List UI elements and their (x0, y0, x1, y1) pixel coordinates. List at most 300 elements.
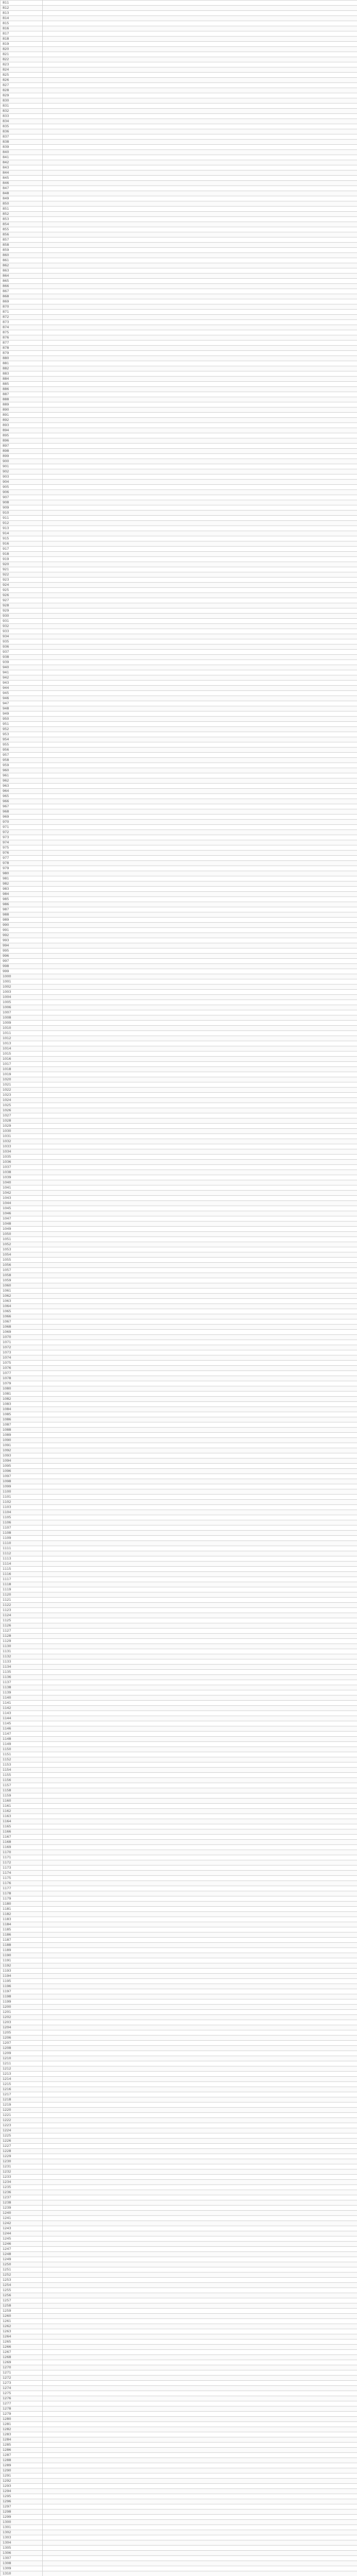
company-name (43, 974, 357, 979)
table-row (1, 2195, 357, 2200)
row-number: 1256 (1, 2293, 43, 2298)
table-row (1, 1582, 357, 1587)
row-number: 1280 (1, 2417, 43, 2422)
company-name (43, 1433, 357, 1438)
company-name (43, 830, 357, 835)
table-row (1, 1, 357, 6)
row-number: 933 (1, 629, 43, 634)
table-row (1, 1855, 357, 1860)
row-number: 1038 (1, 1170, 43, 1175)
table-row (1, 572, 357, 578)
row-number: 984 (1, 892, 43, 897)
table-row (1, 104, 357, 109)
row-number: 1049 (1, 1227, 43, 1232)
table-row (1, 1969, 357, 1974)
row-number: 860 (1, 253, 43, 258)
table-row (1, 1757, 357, 1762)
company-name (43, 526, 357, 531)
company-name (43, 1860, 357, 1866)
row-number: 995 (1, 948, 43, 954)
row-number: 827 (1, 83, 43, 88)
row-number: 831 (1, 104, 43, 109)
table-row (1, 1551, 357, 1556)
company-name (43, 2417, 357, 2422)
table-row (1, 1397, 357, 1402)
company-name (43, 1129, 357, 1134)
company-name (43, 773, 357, 778)
company-name (43, 1809, 357, 1814)
company-name (43, 356, 357, 361)
table-row (1, 1778, 357, 1783)
table-row (1, 1809, 357, 1814)
table-row (1, 500, 357, 505)
table-row (1, 959, 357, 964)
company-name (43, 2499, 357, 2504)
table-row (1, 547, 357, 552)
company-name (43, 2546, 357, 2551)
table-row (1, 516, 357, 521)
company-name (43, 212, 357, 217)
row-number: 1284 (1, 2437, 43, 2443)
company-name (43, 191, 357, 196)
table-row (1, 2520, 357, 2525)
row-number: 1292 (1, 2479, 43, 2484)
table-row (1, 840, 357, 845)
row-number: 863 (1, 268, 43, 274)
row-number: 1173 (1, 1866, 43, 1871)
company-name (43, 2571, 357, 2576)
company-name (43, 1917, 357, 1922)
row-number: 1101 (1, 1495, 43, 1500)
company-name (43, 1428, 357, 1433)
row-number: 835 (1, 124, 43, 129)
table-row (1, 866, 357, 871)
row-number: 975 (1, 845, 43, 851)
row-number: 1106 (1, 1520, 43, 1526)
company-name (43, 2113, 357, 2118)
table-row (1, 155, 357, 160)
table-row (1, 1469, 357, 1474)
row-number: 1156 (1, 1778, 43, 1783)
row-number: 958 (1, 758, 43, 763)
table-row (1, 1098, 357, 1103)
company-name (43, 485, 357, 490)
row-number: 1082 (1, 1397, 43, 1402)
company-name (43, 232, 357, 238)
row-number: 972 (1, 830, 43, 835)
company-name (43, 799, 357, 804)
row-number: 1017 (1, 1062, 43, 1067)
row-number: 1164 (1, 1819, 43, 1824)
table-row (1, 1113, 357, 1118)
table-row (1, 1536, 357, 1541)
row-number: 935 (1, 639, 43, 645)
row-number: 1177 (1, 1886, 43, 1891)
company-name (43, 1969, 357, 1974)
table-row (1, 2401, 357, 2406)
table-row (1, 1737, 357, 1742)
row-number: 1169 (1, 1845, 43, 1850)
company-name (43, 464, 357, 469)
row-number: 1091 (1, 1443, 43, 1448)
row-number: 939 (1, 660, 43, 665)
company-name (43, 2092, 357, 2097)
row-number: 971 (1, 825, 43, 830)
row-number: 1208 (1, 2046, 43, 2051)
table-row (1, 1613, 357, 1618)
table-row (1, 1788, 357, 1793)
table-row (1, 2175, 357, 2180)
row-number: 903 (1, 474, 43, 480)
table-row (1, 634, 357, 639)
row-number: 1024 (1, 1098, 43, 1103)
row-number: 986 (1, 902, 43, 907)
row-number: 870 (1, 304, 43, 310)
row-number: 1189 (1, 1948, 43, 1953)
company-name (43, 1696, 357, 1701)
company-name (43, 1350, 357, 1355)
row-number: 1206 (1, 2036, 43, 2041)
table-row (1, 1031, 357, 1036)
company-name (43, 2551, 357, 2556)
company-name (43, 1000, 357, 1005)
row-number: 880 (1, 356, 43, 361)
company-name (43, 227, 357, 232)
company-name (43, 2427, 357, 2432)
table-row (1, 2118, 357, 2123)
table-row (1, 2370, 357, 2376)
company-name (43, 2025, 357, 2030)
table-row (1, 1562, 357, 1567)
table-row (1, 2226, 357, 2231)
table-row (1, 428, 357, 433)
company-name (43, 717, 357, 722)
table-row (1, 490, 357, 495)
table-row (1, 62, 357, 67)
table-row (1, 304, 357, 310)
row-number: 1111 (1, 1546, 43, 1551)
row-number: 956 (1, 748, 43, 753)
company-name (43, 1149, 357, 1155)
row-number: 1261 (1, 2319, 43, 2324)
row-number: 926 (1, 593, 43, 598)
table-row (1, 356, 357, 361)
company-name (43, 289, 357, 294)
row-number: 1103 (1, 1505, 43, 1510)
row-number: 951 (1, 722, 43, 727)
row-number: 1234 (1, 2180, 43, 2185)
row-number: 1272 (1, 2376, 43, 2381)
company-name (43, 1979, 357, 1984)
table-row (1, 2273, 357, 2278)
row-number: 1241 (1, 2216, 43, 2221)
row-number: 1245 (1, 2236, 43, 2242)
table-row (1, 2340, 357, 2345)
row-number: 867 (1, 289, 43, 294)
row-number: 812 (1, 6, 43, 11)
table-row (1, 2551, 357, 2556)
table-row (1, 815, 357, 820)
row-number: 1302 (1, 2530, 43, 2535)
row-number: 893 (1, 423, 43, 428)
row-number: 1160 (1, 1799, 43, 1804)
row-number: 1175 (1, 1876, 43, 1881)
row-number: 1025 (1, 1103, 43, 1108)
table-row (1, 1325, 357, 1330)
table-row (1, 93, 357, 98)
company-name (43, 995, 357, 1000)
row-number: 1248 (1, 2252, 43, 2257)
table-row (1, 1933, 357, 1938)
table-row (1, 294, 357, 299)
company-name (43, 634, 357, 639)
company-name (43, 784, 357, 789)
table-row (1, 1386, 357, 1392)
row-number: 1092 (1, 1448, 43, 1453)
company-name (43, 578, 357, 583)
row-number: 1019 (1, 1072, 43, 1077)
company-name (43, 1515, 357, 1520)
company-name (43, 1005, 357, 1010)
company-name (43, 1701, 357, 1706)
table-row (1, 1057, 357, 1062)
table-row (1, 109, 357, 114)
table-row (1, 1319, 357, 1325)
row-number: 1020 (1, 1077, 43, 1082)
table-row (1, 2499, 357, 2504)
table-row (1, 2030, 357, 2036)
row-number: 1171 (1, 1855, 43, 1860)
row-number: 1237 (1, 2195, 43, 2200)
row-number: 1046 (1, 1211, 43, 1216)
company-name (43, 1113, 357, 1118)
company-name (43, 1479, 357, 1484)
table-row (1, 1618, 357, 1623)
company-name (43, 804, 357, 809)
row-number: 1165 (1, 1824, 43, 1829)
table-row (1, 1191, 357, 1196)
company-name (43, 2247, 357, 2252)
row-number: 978 (1, 861, 43, 866)
company-name (43, 1319, 357, 1325)
table-row (1, 804, 357, 809)
table-row (1, 469, 357, 474)
table-row (1, 2211, 357, 2216)
company-name (43, 1577, 357, 1582)
company-name (43, 495, 357, 500)
table-row (1, 681, 357, 686)
row-number: 1252 (1, 2273, 43, 2278)
company-name (43, 902, 357, 907)
table-row (1, 557, 357, 562)
row-number: 1227 (1, 2144, 43, 2149)
company-name (43, 253, 357, 258)
table-row (1, 1979, 357, 1984)
company-name (43, 778, 357, 784)
company-name (43, 1505, 357, 1510)
company-name (43, 655, 357, 660)
table-row (1, 160, 357, 165)
company-name (43, 516, 357, 521)
row-number: 1263 (1, 2329, 43, 2334)
row-number: 842 (1, 160, 43, 165)
row-number: 1135 (1, 1670, 43, 1675)
company-name (43, 1082, 357, 1088)
company-name (43, 567, 357, 572)
company-name (43, 2164, 357, 2170)
company-name (43, 6, 357, 11)
row-number: 1084 (1, 1407, 43, 1412)
row-number: 1221 (1, 2113, 43, 2118)
table-row (1, 2412, 357, 2417)
company-name (43, 1474, 357, 1479)
table-row (1, 845, 357, 851)
row-number: 813 (1, 11, 43, 16)
table-row (1, 377, 357, 382)
company-name (43, 1330, 357, 1335)
table-row (1, 2376, 357, 2381)
company-name (43, 341, 357, 346)
table-row (1, 583, 357, 588)
table-row (1, 1448, 357, 1453)
company-name (43, 1495, 357, 1500)
company-name (43, 1237, 357, 1242)
row-number: 1286 (1, 2448, 43, 2453)
table-row (1, 1623, 357, 1629)
table-row (1, 2036, 357, 2041)
table-row (1, 2025, 357, 2030)
row-number: 1039 (1, 1175, 43, 1180)
row-number: 999 (1, 969, 43, 974)
company-name (43, 1855, 357, 1860)
row-number: 896 (1, 438, 43, 444)
row-number: 834 (1, 119, 43, 124)
row-number: 1066 (1, 1314, 43, 1319)
company-name (43, 763, 357, 768)
row-number: 980 (1, 871, 43, 876)
row-number: 946 (1, 696, 43, 701)
company-name (43, 753, 357, 758)
row-number: 1198 (1, 1994, 43, 1999)
table-row (1, 1046, 357, 1052)
company-name (43, 1191, 357, 1196)
row-number: 979 (1, 866, 43, 871)
company-name (43, 2283, 357, 2288)
table-row (1, 2324, 357, 2329)
row-number: 1143 (1, 1711, 43, 1716)
company-name (43, 1567, 357, 1572)
table-row (1, 1567, 357, 1572)
company-name (43, 1685, 357, 1690)
company-name (43, 572, 357, 578)
company-name (43, 1556, 357, 1562)
company-name (43, 1417, 357, 1422)
row-number: 1032 (1, 1139, 43, 1144)
row-number: 1162 (1, 1809, 43, 1814)
table-row (1, 820, 357, 825)
company-name (43, 129, 357, 134)
table-row (1, 1742, 357, 1747)
company-name (43, 408, 357, 413)
company-name (43, 114, 357, 119)
table-row (1, 2077, 357, 2082)
row-number: 957 (1, 753, 43, 758)
row-number: 940 (1, 665, 43, 670)
company-name (43, 1659, 357, 1665)
company-name (43, 1716, 357, 1721)
table-row (1, 2072, 357, 2077)
table-row (1, 6, 357, 11)
row-number: 981 (1, 876, 43, 882)
table-row (1, 2221, 357, 2226)
company-name (43, 1629, 357, 1634)
table-row (1, 243, 357, 248)
row-number: 841 (1, 155, 43, 160)
table-row (1, 1165, 357, 1170)
table-row (1, 1907, 357, 1912)
row-number: 1113 (1, 1556, 43, 1562)
table-row (1, 1155, 357, 1160)
row-number: 1056 (1, 1263, 43, 1268)
table-row (1, 1067, 357, 1072)
row-number: 950 (1, 717, 43, 722)
row-number: 879 (1, 351, 43, 356)
company-name (43, 1587, 357, 1592)
row-number: 1296 (1, 2499, 43, 2504)
row-number: 1137 (1, 1680, 43, 1685)
table-row (1, 562, 357, 567)
company-name (43, 1541, 357, 1546)
row-number: 1023 (1, 1093, 43, 1098)
table-row (1, 1948, 357, 1953)
table-row (1, 675, 357, 681)
table-row (1, 614, 357, 619)
table-row (1, 1134, 357, 1139)
table-row (1, 1361, 357, 1366)
table-row (1, 238, 357, 243)
row-number: 1288 (1, 2458, 43, 2463)
company-name (43, 1933, 357, 1938)
table-row (1, 464, 357, 469)
table-row (1, 1747, 357, 1752)
company-name (43, 1314, 357, 1319)
row-number: 1015 (1, 1052, 43, 1057)
row-number: 845 (1, 176, 43, 181)
table-row (1, 1721, 357, 1726)
table-row (1, 1144, 357, 1149)
row-number: 922 (1, 572, 43, 578)
table-row (1, 1644, 357, 1649)
row-number: 854 (1, 222, 43, 227)
company-name (43, 1072, 357, 1077)
row-number: 1129 (1, 1639, 43, 1644)
company-name (43, 1829, 357, 1835)
company-name (43, 124, 357, 129)
company-name (43, 1608, 357, 1613)
table-row (1, 851, 357, 856)
table-row (1, 1180, 357, 1185)
company-name (43, 1732, 357, 1737)
row-number: 1043 (1, 1196, 43, 1201)
company-name (43, 1773, 357, 1778)
company-name (43, 490, 357, 495)
table-row (1, 1407, 357, 1412)
row-number: 1061 (1, 1289, 43, 1294)
row-number: 1262 (1, 2324, 43, 2329)
row-number: 965 (1, 794, 43, 799)
table-row (1, 1520, 357, 1526)
row-number: 1226 (1, 2139, 43, 2144)
